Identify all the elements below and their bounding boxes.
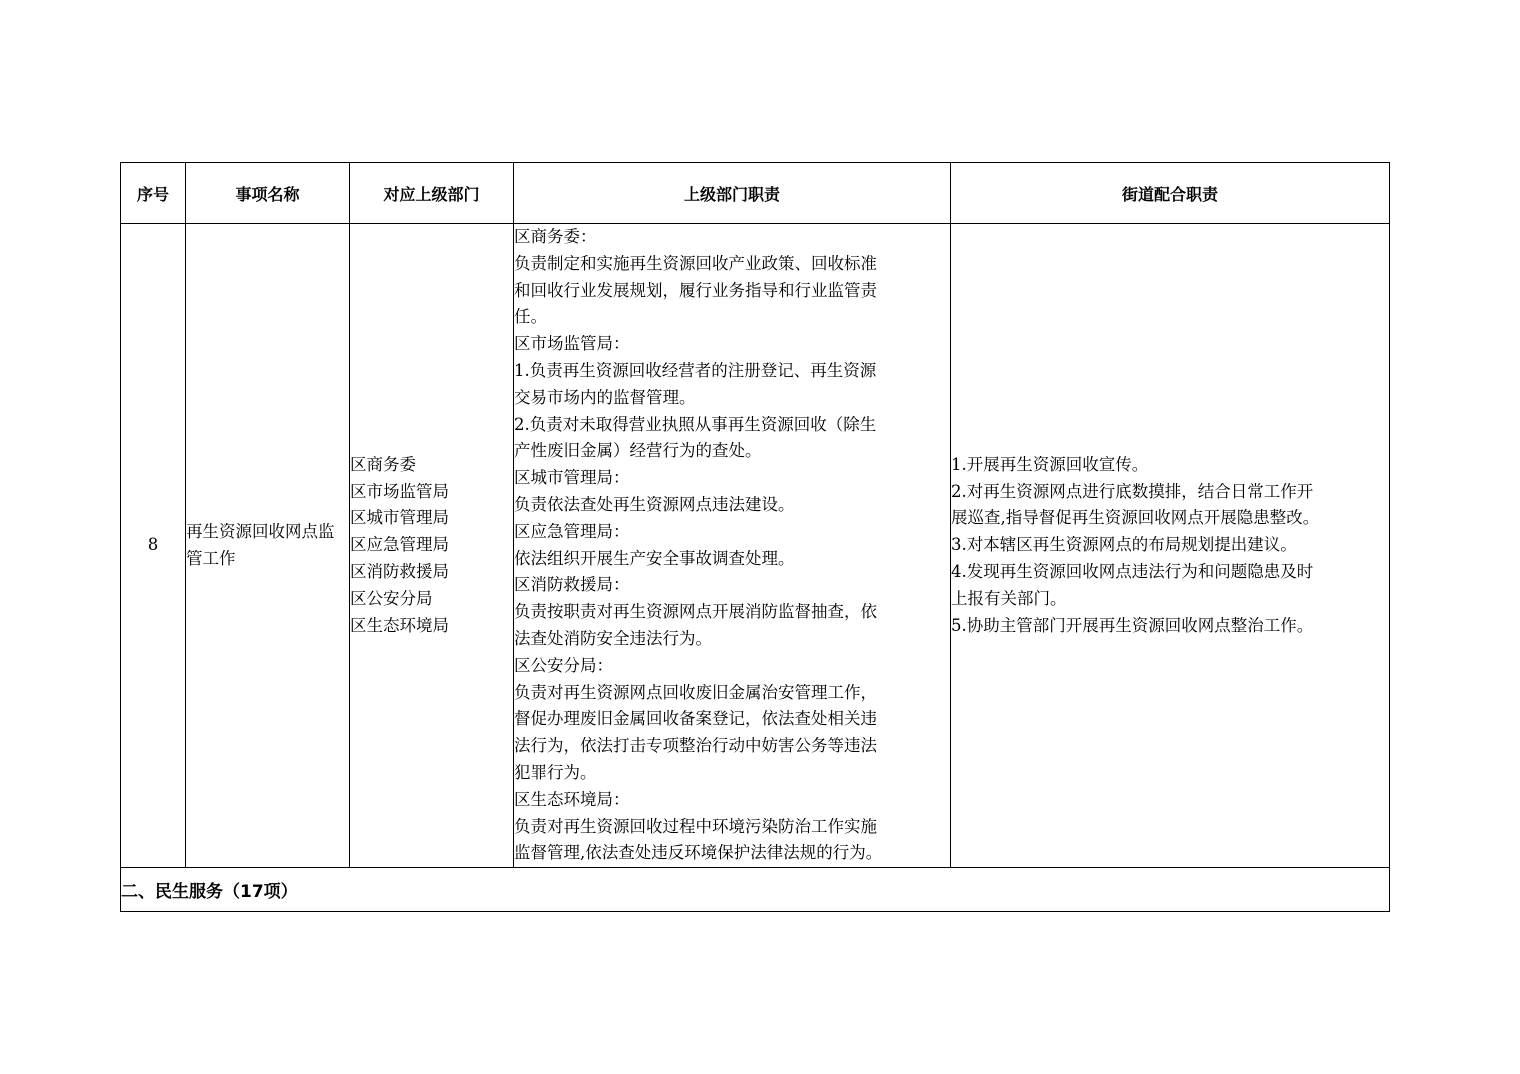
street-duty-line: 展巡查,指导督促再生资源回收网点开展隐患整改。: [951, 508, 1320, 528]
table-row: [121, 224, 1390, 868]
street-duty-line: 4.发现再生资源回收网点违法行为和问题隐患及时: [951, 561, 1314, 581]
duty-line: 2.负责对未取得营业执照从事再生资源回收（除生: [514, 414, 877, 434]
department-item: 区应急管理局: [350, 535, 449, 555]
street-duty-line: 2.对再生资源网点进行底数摸排，结合日常工作开: [951, 481, 1314, 501]
duty-line: 监督管理,依法查处违反环境保护法律法规的行为。: [514, 843, 883, 863]
header-no: 序号: [121, 163, 186, 224]
duty-line: 负责按职责对再生资源网点开展消防监督抽查，依: [514, 602, 877, 622]
duty-line: 依法组织开展生产安全事故调查处理。: [514, 548, 795, 568]
street-duties: [951, 224, 1390, 868]
department-item: 区生态环境局: [350, 615, 449, 635]
department-item: 区消防救援局: [350, 561, 449, 581]
department-list: [350, 224, 514, 868]
duty-line: 区商务委：: [514, 227, 597, 246]
duty-line: 督促办理废旧金属回收备案登记，依法查处相关违: [514, 709, 877, 729]
item-name-text: 再生资源回收网点监管工作: [186, 521, 335, 568]
duty-line: 区市场监管局：: [514, 334, 630, 354]
section-row: [121, 868, 1390, 912]
row-number: 8: [121, 224, 186, 868]
duty-line: 交易市场内的监督管理。: [514, 387, 696, 407]
duty-line: 1.负责再生资源回收经营者的注册登记、再生资源: [514, 360, 877, 380]
street-duty-line: 3.对本辖区再生资源网点的布局规划提出建议。: [951, 535, 1297, 555]
duty-line: 区应急管理局：: [514, 521, 630, 541]
duty-line: 区城市管理局：: [514, 468, 630, 488]
duty-line: 区消防救援局：: [514, 575, 630, 595]
duty-line: 负责制定和实施再生资源回收产业政策、回收标准: [514, 253, 877, 273]
department-item: 区公安分局: [350, 588, 433, 608]
department-duties: [514, 224, 951, 868]
duty-line: 法查处消防安全违法行为。: [514, 628, 712, 648]
duty-line: 产性废旧金属）经营行为的查处。: [514, 441, 762, 461]
duty-line: 法行为，依法打击专项整治行动中妨害公务等违法: [514, 736, 877, 756]
header-item-name: 事项名称: [186, 163, 350, 224]
duty-line: 负责对再生资源网点回收废旧金属治安管理工作，: [514, 682, 877, 702]
duty-line: 区生态环境局：: [514, 789, 630, 809]
responsibility-table: [120, 162, 1390, 912]
header-department: 对应上级部门: [350, 163, 514, 224]
street-duty-line: 上报有关部门。: [951, 588, 1067, 608]
department-item: 区城市管理局: [350, 508, 449, 528]
item-name: [186, 224, 350, 868]
duty-line: 负责依法查处再生资源网点违法建设。: [514, 494, 795, 514]
section-heading: 二、民生服务（17项）: [121, 868, 1390, 912]
header-row: [121, 163, 1390, 224]
duty-line: 负责对再生资源回收过程中环境污染防治工作实施: [514, 816, 877, 836]
street-duty-line: 1.开展再生资源回收宣传。: [951, 454, 1149, 474]
duty-line: 任。: [514, 307, 547, 327]
department-item: 区商务委: [350, 454, 416, 474]
duty-line: 区公安分局：: [514, 655, 613, 675]
header-street-duties: 街道配合职责: [951, 163, 1390, 224]
header-department-duties: 上级部门职责: [514, 163, 951, 224]
department-item: 区市场监管局: [350, 481, 449, 501]
duty-line: 犯罪行为。: [514, 762, 597, 782]
street-duty-line: 5.协助主管部门开展再生资源回收网点整治工作。: [951, 615, 1314, 635]
duty-line: 和回收行业发展规划，履行业务指导和行业监管责: [514, 280, 877, 300]
